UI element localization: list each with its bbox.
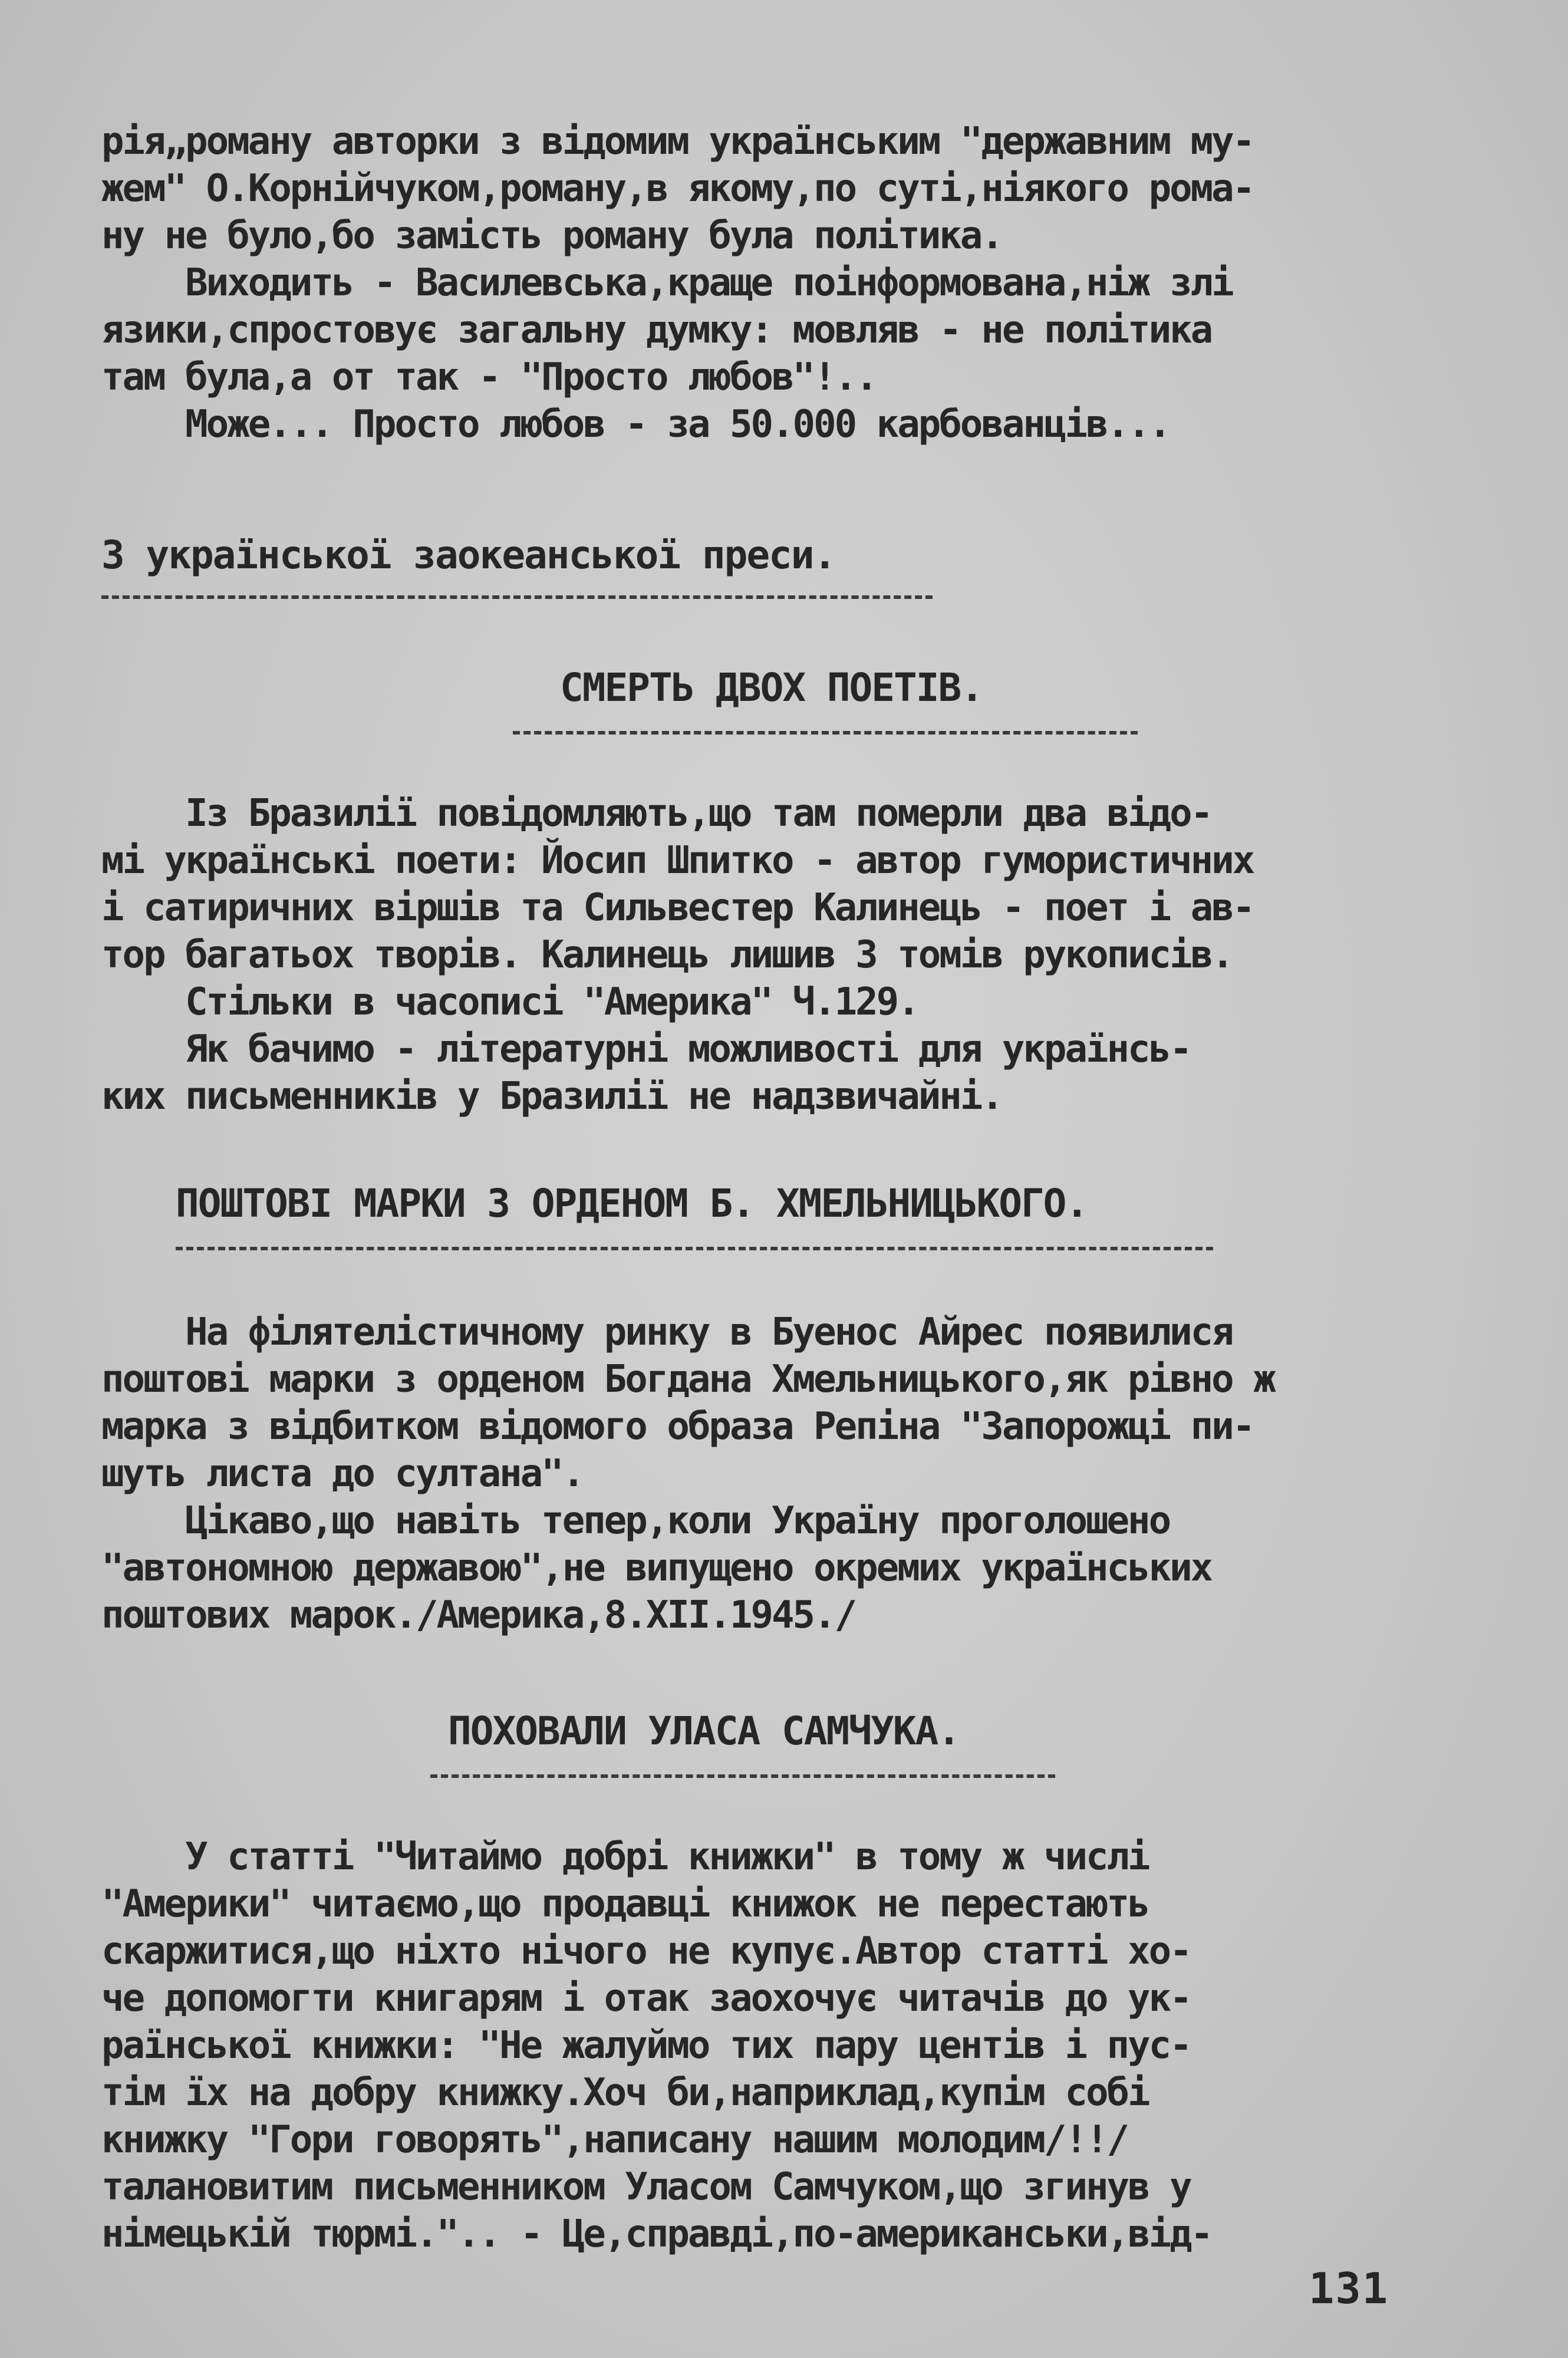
text-line: ких письменників у Бразилії не надзвичайні. (101, 1075, 1002, 1118)
article-heading-underline (176, 1247, 1213, 1250)
text-line: талановитим письменником Уласом Самчуком,що згинув у (101, 2165, 1191, 2209)
text-line: Може... Просто любов - за 50.000 карбованців... (101, 403, 1170, 446)
text-line: "Америки" читаємо,що продавці книжок не перестають (101, 1882, 1149, 1926)
text-line: "автономною державою",не випущено окремих українських (101, 1546, 1212, 1590)
article-body (101, 790, 1528, 1120)
section-title: З української заокеанської преси. (101, 532, 836, 578)
text-line: че допомогти книгарям і отак заохочує читачів до ук- (101, 1977, 1191, 2020)
text-line: марка з відбитком відомого образа Репіна "Запорожці пи- (101, 1405, 1254, 1448)
text-line: раїнської книжки: "Не жалуймо тих пару центів і пус- (101, 2024, 1191, 2067)
text-line: скаржитися,що ніхто нічого не купує.Автор статті хо- (101, 1929, 1191, 1973)
text-line: Із Бразилії повідомляють,що там померли два відо- (101, 792, 1212, 835)
page-number: 131 (1309, 2264, 1389, 2313)
article-body (101, 1833, 1528, 2258)
section-title-underline (101, 595, 933, 599)
text-line: там була,а от так - "Просто любов"!.. (101, 355, 877, 399)
text-line: ну не було,бо замість роману була політика. (101, 214, 1002, 258)
text-line: язики,спростовує загальну думку: мовляв - не політика (101, 308, 1212, 352)
text-line: шуть листа до султана". (101, 1452, 584, 1496)
text-line: мі українські поети: Йосип Шпитко - автор гумористичних (101, 839, 1254, 882)
text-line: книжку "Гори говорять",написану нашим молодим/!!/ (101, 2118, 1128, 2162)
text-line: У статті "Читаймо добрі книжки" в тому ж числі (101, 1835, 1149, 1879)
article-heading-underline (513, 731, 1138, 735)
text-line: німецькій тюрмі.".. - Це,справді,по-американськи,від- (101, 2212, 1212, 2256)
text-line: і сатиричних віршів та Сильвестер Калинець - поет і ав- (101, 886, 1254, 930)
text-line: поштових марок./Америка,8.XII.1945./ (101, 1593, 856, 1637)
text-line: тор багатьох творів. Калинець лишив 3 томів рукописів. (101, 933, 1233, 977)
text-line: Стільки в часописі "Америка" Ч.129. (101, 980, 918, 1024)
text-line: Виходить - Василевська,краще поінформована,ніж злі (101, 261, 1233, 305)
article-body (101, 1309, 1528, 1639)
text-line: жем" О.Корнійчуком,роману,в якому,по суті,ніякого рома- (101, 167, 1254, 210)
article-heading-underline (430, 1774, 1055, 1778)
article-heading: ПОШТОВІ МАРКИ З ОРДЕНОМ Б. ХМЕЛЬНИЦЬКОГО. (176, 1181, 1088, 1226)
text-line: На філятелістичному ринку в Буенос Айрес появилися (101, 1310, 1233, 1354)
text-line: Як бачимо - літературні можливості для українсь- (101, 1027, 1191, 1071)
article-heading: СМЕРТЬ ДВОХ ПОЕТІВ. (560, 665, 983, 710)
intro-paragraph (101, 118, 1528, 448)
article-heading: ПОХОВАЛИ УЛАСА САМЧУКА. (448, 1708, 960, 1754)
text-line: поштові марки з орденом Богдана Хмельницького,як рівно ж (101, 1358, 1274, 1401)
text-line: тім їх на добру книжку.Хоч би,наприклад,купім собі (101, 2071, 1149, 2115)
text-line: Цікаво,що навіть тепер,коли Україну проголошено (101, 1499, 1170, 1543)
text-line: рія„роману авторки з відомим українським "державним му- (101, 120, 1254, 163)
